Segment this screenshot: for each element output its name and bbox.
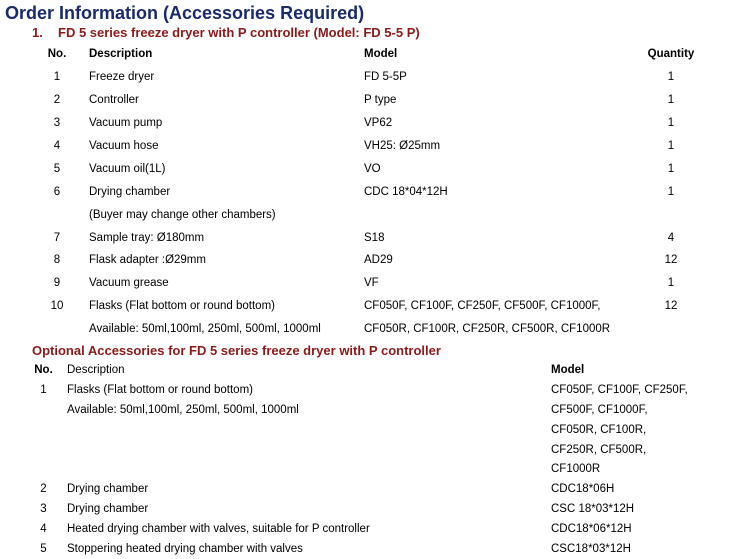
- cell-quantity: 1: [667, 71, 675, 84]
- table-row: [29, 380, 719, 400]
- cell-no: [29, 400, 58, 420]
- table-header-row: [28, 43, 718, 66]
- cell-model: CDC 18*04*12H: [364, 185, 448, 198]
- table-header-row: [29, 360, 719, 380]
- cell-description: Available: 50ml,100ml, 250ml, 500ml, 1000ml: [67, 403, 299, 416]
- table-row: [28, 135, 718, 158]
- cell-description: Controller: [89, 94, 139, 107]
- cell-description: Vacuum grease: [89, 277, 169, 290]
- cell-description: Stoppering heated drying chamber with valves: [67, 542, 303, 555]
- table-row: [28, 318, 718, 341]
- cell-description: Available: 50ml,100ml, 250ml, 500ml, 1000ml: [89, 323, 321, 336]
- cell-quantity: 1: [667, 162, 675, 175]
- cell-description: Vacuum oil(1L): [89, 162, 166, 175]
- table-row: [28, 157, 718, 180]
- cell-no: 8: [53, 254, 61, 267]
- cell-no: [29, 459, 58, 479]
- cell-model: S18: [364, 231, 385, 244]
- cell-no: [29, 440, 58, 460]
- optional-accessories-body: [29, 380, 719, 559]
- cell-no: [29, 420, 58, 440]
- page-title: Order Information (Accessories Required): [5, 3, 365, 23]
- cell-model: CF050R, CF100R,: [551, 423, 647, 436]
- accessories-required-body: [28, 66, 718, 341]
- table-row: [28, 249, 718, 272]
- cell-model: VH25: Ø25mm: [364, 140, 441, 152]
- cell-description: [58, 459, 551, 479]
- table-row: [29, 440, 719, 460]
- cell-model: P type: [364, 94, 397, 107]
- cell-no: 5: [40, 542, 47, 555]
- table-row: [28, 272, 718, 295]
- cell-description: [58, 420, 551, 440]
- cell-quantity: 1: [667, 94, 675, 107]
- cell-no: 2: [53, 94, 61, 107]
- cell-quantity: [624, 318, 718, 341]
- cell-quantity: 1: [667, 140, 675, 152]
- cell-description: Flask adapter :Ø29mm: [89, 254, 206, 267]
- cell-description: Flasks (Flat bottom or round bottom): [67, 383, 253, 396]
- cell-model: CF500F, CF1000F,: [551, 403, 648, 416]
- table-row: [29, 420, 719, 440]
- cell-quantity: 12: [664, 300, 678, 313]
- cell-model: CDC18*06H: [551, 483, 615, 496]
- header-no: No.: [34, 363, 53, 376]
- section1-number: 1.: [32, 25, 43, 40]
- cell-no: 7: [53, 231, 61, 244]
- accessories-required-table: [28, 43, 718, 341]
- cell-model: CF250R, CF500R,: [551, 443, 647, 456]
- cell-no: 10: [50, 300, 64, 313]
- cell-quantity: 12: [664, 254, 678, 267]
- cell-model: CF050F, CF100F, CF250F, CF500F, CF1000F,: [364, 300, 601, 313]
- cell-description: Heated drying chamber with valves, suitable for P controller: [67, 523, 370, 536]
- cell-description: Vacuum pump: [89, 117, 163, 130]
- cell-model: CF1000R: [551, 463, 601, 476]
- table-row: [29, 459, 719, 479]
- cell-no: 1: [40, 383, 47, 396]
- header-quantity: Quantity: [647, 48, 695, 61]
- cell-model: CDC18*06*12H: [551, 523, 632, 536]
- table-row: [28, 203, 718, 226]
- table-row: [28, 295, 718, 318]
- header-description: Description: [89, 48, 153, 61]
- cell-no: 4: [53, 140, 61, 152]
- cell-model: [364, 203, 624, 226]
- cell-model: FD 5-5P: [364, 71, 407, 84]
- cell-description: (Buyer may change other chambers): [89, 208, 276, 221]
- cell-no: 2: [40, 483, 47, 496]
- cell-description: Drying chamber: [67, 503, 149, 516]
- table-row: [28, 112, 718, 135]
- cell-model: CF050R, CF100R, CF250R, CF500R, CF1000R: [364, 323, 611, 336]
- optional-accessories-table: [29, 360, 719, 559]
- table-row: [29, 519, 719, 539]
- cell-no: 4: [40, 523, 47, 536]
- table-row: [28, 226, 718, 249]
- cell-model: CF050F, CF100F, CF250F,: [551, 383, 688, 396]
- cell-no: 3: [53, 117, 61, 130]
- cell-quantity: 1: [667, 117, 675, 130]
- cell-quantity: [624, 203, 718, 226]
- cell-no: 5: [53, 162, 61, 175]
- header-model: Model: [551, 363, 585, 376]
- cell-no: [28, 318, 86, 341]
- table-row: [29, 499, 719, 519]
- cell-no: 3: [40, 503, 47, 516]
- cell-model: AD29: [364, 254, 393, 267]
- cell-quantity: 1: [667, 185, 675, 198]
- table-row: [29, 400, 719, 420]
- header-model: Model: [364, 48, 398, 61]
- cell-model: CSC18*03*12H: [551, 542, 631, 555]
- cell-no: 6: [53, 185, 61, 198]
- cell-no: 9: [53, 277, 61, 290]
- table-row: [28, 66, 718, 89]
- cell-model: VF: [364, 277, 379, 290]
- cell-model: VP62: [364, 117, 393, 130]
- cell-description: Flasks (Flat bottom or round bottom): [89, 300, 275, 313]
- cell-description: Freeze dryer: [89, 71, 155, 84]
- cell-model: CSC 18*03*12H: [551, 503, 635, 516]
- section1-title: [32, 25, 420, 40]
- cell-description: Vacuum hose: [89, 140, 159, 152]
- cell-model: VO: [364, 162, 381, 175]
- header-no: No.: [47, 48, 67, 61]
- cell-description: Drying chamber: [67, 483, 149, 496]
- cell-description: Drying chamber: [89, 185, 171, 198]
- section1-title-text: FD 5 series freeze dryer with P controller (Model: FD 5-5 P): [58, 25, 420, 40]
- table-row: [28, 180, 718, 203]
- cell-no: [28, 203, 86, 226]
- table-row: [28, 89, 718, 112]
- cell-no: 1: [53, 71, 61, 84]
- header-description: Description: [67, 363, 125, 376]
- cell-quantity: 4: [667, 231, 675, 244]
- cell-quantity: 1: [667, 277, 675, 290]
- section2-title: Optional Accessories for FD 5 series freeze dryer with P controller: [32, 343, 441, 358]
- cell-description: [58, 440, 551, 460]
- cell-description: Sample tray: Ø180mm: [89, 231, 205, 244]
- table-row: [29, 479, 719, 499]
